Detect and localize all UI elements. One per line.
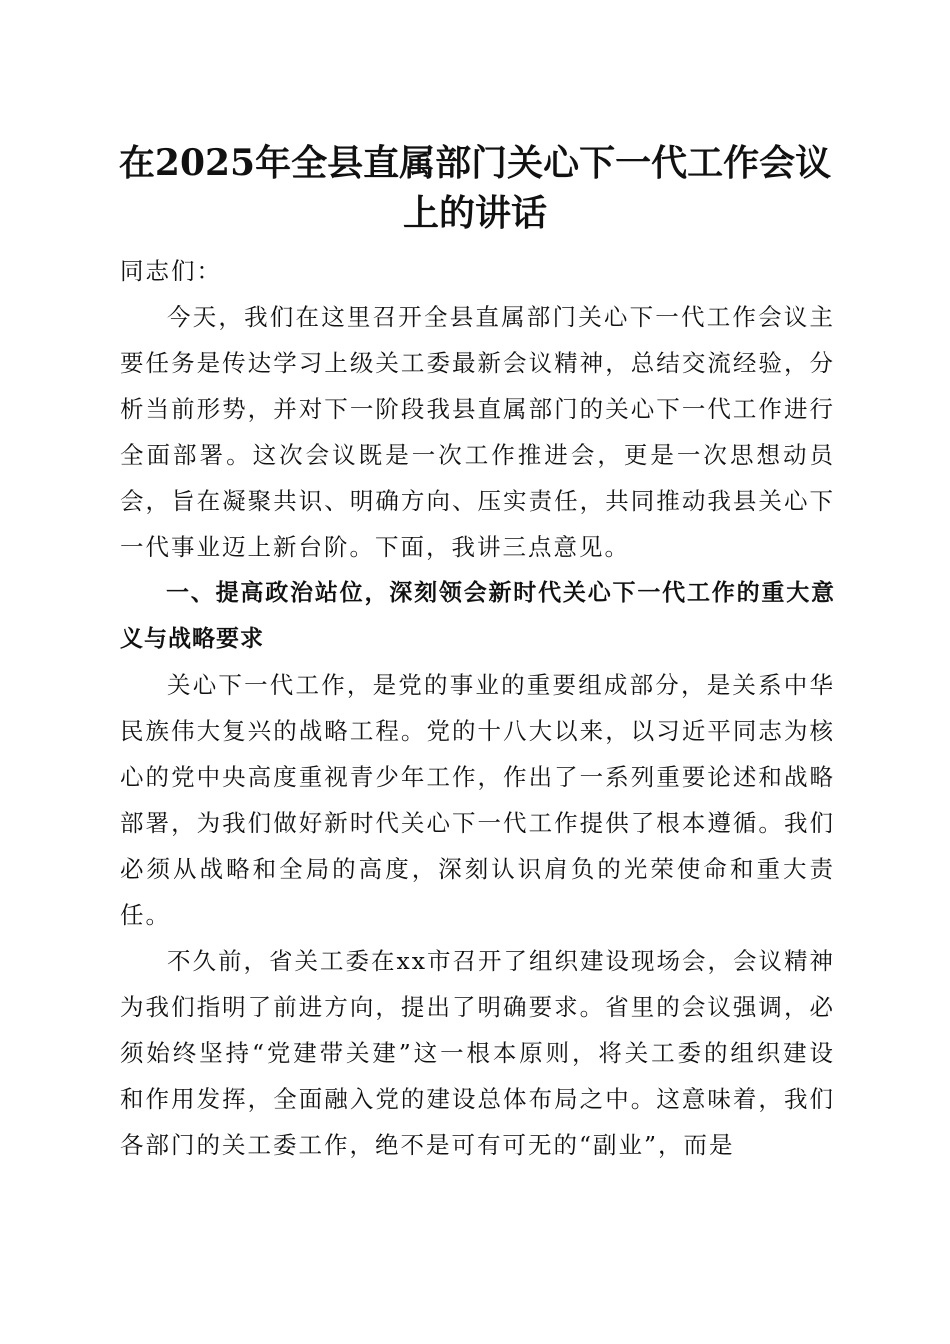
salutation: 同志们： — [120, 257, 222, 285]
section-heading-1: 一、提高政治站位，深刻领会新时代关心下一代工作的重大意义与战略要求 — [120, 580, 835, 652]
title-line-2: 上的讲话 — [402, 192, 547, 234]
intro-paragraph: 今天，我们在这里召开全县直属部门关心下一代工作会议主要任务是传达学习上级关工委最新会议精神，总结交流经验，分析当前形势，并对下一阶段我县直属部门的关心下一代工作进行全面部署。这次会议既是一次工作推进会，更是一次思想动员会，旨在凝聚共识、明确方向、压实责任，共同推动我县关心下一代事业迈上新台阶。下面，我讲三点意见。 — [120, 303, 835, 561]
title-line-1: 在2025年全县直属部门关心下一代工作会议 — [118, 142, 832, 184]
section1-paragraph: 不久前，省关工委在xx市召开了组织建设现场会，会议精神为我们指明了前进方向，提出了明确要求。省里的会议强调，必须始终坚持“党建带关建”这一根本原则，将关工委的组织建设和作用发挥，全面融入党的建设总体布局之中。这意味着，我们各部门的关工委工作，绝不是可有可无的“副业”，而是 — [120, 947, 836, 1159]
document-title — [100, 138, 850, 238]
document-body — [120, 248, 835, 1168]
section1-paragraph: 关心下一代工作，是党的事业的重要组成部分，是关系中华民族伟大复兴的战略工程。党的十八大以来，以习近平同志为核心的党中央高度重视青少年工作，作出了一系列重要论述和战略部署，为我们做好新时代关心下一代工作提供了根本遵循。我们必须从战略和全局的高度，深刻认识肩负的光荣使命和重大责任。 — [120, 671, 835, 929]
